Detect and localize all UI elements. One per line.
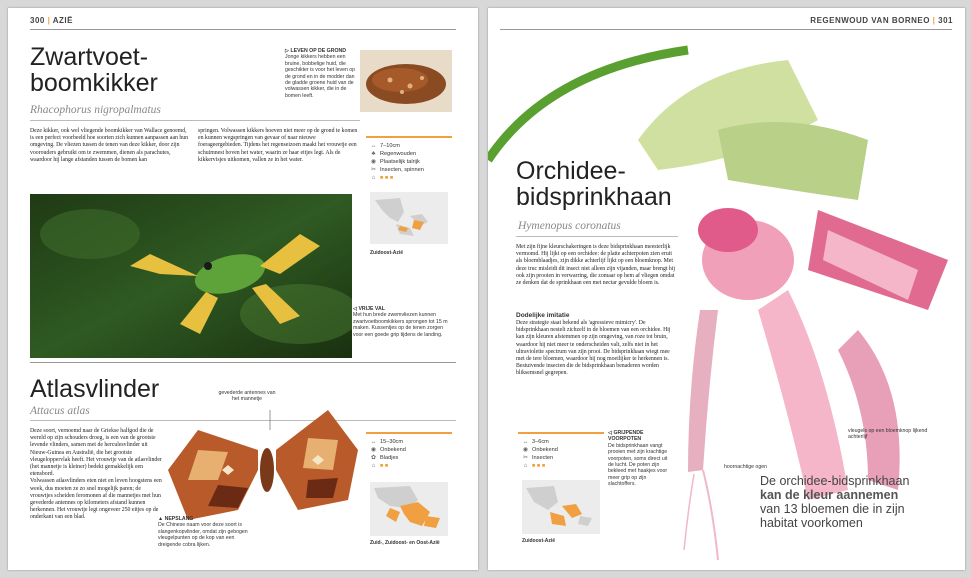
label-abdomen: vleugels op een bloemknop lijkend achterlijf	[848, 428, 928, 441]
quote-line3b: die in zijn	[852, 502, 905, 516]
moth-caption-text: De Chinese naam voor deze soort is slangenkopvlinder, omdat zijn gebogen vleugelpunten op de kop van een dreigende cobra lijken.	[158, 522, 248, 548]
page-number: 300	[30, 16, 45, 25]
mantis-caption	[608, 430, 670, 488]
inset-caption-title-text: LEVEN OP DE GROND	[290, 48, 346, 54]
section-title: AZIË	[52, 16, 73, 25]
frog-body-col2: springen. Volwassen kikkers hoeven niet meer op de grond te komen en kunnen wegspringen van gevaar of naar nieuwe foerageergebieden. Tijdens het regenseizoen maakt het vrouwtje een schuimnest boven het water, waarin ze haar eitjes legt. Als de kikkervisjes uitkomen, vallen ze in het water.	[198, 128, 358, 163]
fact-size	[522, 438, 600, 446]
fact-icons-row	[370, 174, 448, 182]
moth-caption	[158, 516, 258, 548]
mantis-caption-title: ◁ GRIJPENDE VOORPOTEN	[608, 430, 644, 443]
inset-caption	[285, 48, 357, 99]
fact-icons-row	[522, 462, 600, 470]
ruler-icon: ↔	[370, 143, 377, 149]
moth-body: Deze soort, vernoemd naar de Griekse halfgod die de wereld op zijn schouders droeg, is een van de grootste levende vlinders, samen met de herculesvlinder uit Nieuw-Guinea en Australië, die het grootste vleugeloppervlak heeft. Het vrouwtje van de atlasvlinder (het mannetje is kleiner) bedekt gemakkelijk een etensbord. Volwassen atlasvlinders eten niet en leven hoogstens een week, dus moeten ze zo snel mogelijk paren; de vrouwtjes scheiden feromonen af die mannetjes met hun gevederde antennes op kilometers afstand kunnen herkennen. Het vrouwtje legt ongeveer 250 eitjes op de onderkant van een blad.	[30, 428, 162, 521]
mantis-title	[516, 158, 672, 211]
mantis-subhead: Dodelijke imitatie	[516, 312, 570, 319]
moth-caption-title-text: NEPSLANG	[164, 516, 194, 522]
fact-status	[370, 158, 448, 166]
mantis-caption-title-text: GRIJPENDE VOORPOTEN	[608, 430, 644, 443]
section-divider	[30, 362, 456, 363]
moth-latin-name: Attacus atlas	[30, 405, 90, 417]
frog-body-col1: Deze kikker, ook wel vliegende boomkikker van Wallace genoemd, is een perfect voorbeeld hoe soorten zich kunnen aanpassen aan hun omgeving. De vliezen tussen de tenen van deze kikker, door zijn voorouders gebruikt om te zwemmen, dienen als parachutes, waardoor hij lange afstanden tussen de bomen kan	[30, 128, 189, 163]
frog-title-line1: Zwartvoet-	[30, 43, 149, 71]
quote-line2: kan de kleur aannemen	[760, 488, 899, 502]
fact-text: 7–10cm	[380, 143, 400, 149]
mantis-latin-name: Hymenopus coronatus	[518, 220, 621, 232]
ruler-icon: ↔	[522, 439, 529, 445]
fact-size	[370, 438, 448, 446]
home-icon: ⌂	[371, 175, 376, 181]
quote-line3a: van 13 bloemen	[760, 502, 849, 516]
mantis-body2: Deze strategie staat bekend als 'agressieve mimicry'. De bidsprinkhaan nestelt zichzelf in de bloemen van een orchidee. Hij kan zijn kleuren afstemmen op zijn omgeving, van roze tot bruin, waardoor hij niet meer te onderscheiden valt, zelfs niet in het ultraviolette spectrum van zijn prooi. De bidsprinkhaan wiegt mee met de tere bloemen, waardoor hij nog moeilijker te herkennen is. Bestuivende insecten die de bidsprinkhaan benaderen worden bliksemsnel gegrepen.	[516, 320, 671, 377]
fact-text: Plaatselijk talrijk	[380, 159, 420, 165]
fact-habitat	[370, 150, 448, 158]
frog-fact-box	[366, 136, 452, 262]
right-page	[488, 8, 965, 570]
frog-photo-caption-title: ◁ VRIJE VAL	[353, 306, 385, 312]
moth-range-map	[370, 482, 448, 536]
food-icon: ✂	[370, 167, 377, 173]
inset-caption-title: ▷ LEVEN OP DE GROND	[285, 48, 346, 54]
left-page	[8, 8, 478, 570]
section-title: REGENWOUD VAN BORNEO	[810, 16, 930, 25]
moth-caption-title: ▲ NEPSLANG	[158, 516, 194, 522]
moth-map-label: Zuid-, Zuidoost- en Oost-Azië	[370, 540, 440, 546]
juvenile-frog-photo	[360, 50, 452, 112]
page-number: 301	[938, 16, 953, 25]
mantis-rule	[516, 236, 678, 237]
leaf-icon: ✿	[370, 455, 377, 461]
frog-range-map	[370, 192, 448, 244]
frog-map-label: Zuidoost-Azië	[370, 250, 404, 256]
tag-icons: ■ ■ ■	[380, 175, 394, 181]
page-header-left: 300 | AZIË	[30, 16, 73, 25]
status-icon: ◉	[370, 447, 377, 453]
frog-title-line2: boomkikker	[30, 69, 158, 98]
fact-text: 3–6cm	[532, 439, 549, 445]
ruler-icon: ↔	[370, 439, 377, 445]
fact-diet	[522, 454, 600, 462]
fact-diet	[370, 166, 448, 174]
frog-photo-caption-title-text: VRIJE VAL	[358, 306, 385, 312]
frog-photo-caption-text: Met hun brede zwemvliezen kunnen zwartvoetboomkikkers sprongen tot 15 m maken. Kussentjes op de tenen zorgen voor een goede grip tijdens de landing.	[353, 312, 448, 338]
food-icon: ✂	[522, 455, 529, 461]
mantis-map-label: Zuidoost-Azië	[522, 538, 556, 544]
home-icon: ⌂	[371, 463, 376, 469]
header-rule	[30, 29, 456, 30]
quote-line1: De orchidee-bidsprinkhaan	[760, 474, 910, 488]
pull-quote	[760, 474, 960, 530]
fact-status	[370, 446, 448, 454]
tag-icons: ■ ■ ■	[532, 463, 546, 469]
mantis-title-line1: Orchidee-	[516, 157, 626, 185]
mantis-fact-box	[518, 432, 604, 550]
frog-latin-name: Rhacophorus nigropalmatus	[30, 104, 161, 116]
fact-diet	[370, 454, 448, 462]
status-icon: ◉	[370, 159, 377, 165]
fact-text: Bladjes	[380, 455, 399, 461]
frog-photo-caption	[353, 306, 453, 338]
quote-line4: habitat voorkomen	[760, 516, 863, 530]
frog-rule	[30, 120, 360, 121]
mantis-caption-text: De bidsprinkhaan vangt prooien met zijn krachtige voorpoten, soms direct uit de lucht. De poten zijn bekleed met haakjes voor meer grip op zijn slachtoffers.	[608, 442, 668, 488]
mantis-body1: Met zijn fijne kleurschakeringen is deze bidsprinkhaan meesterlijk vermomd. Hij lijkt op een orchidee: de platte achterpoten zien eruit als bloemblaadjes, zijn dikke achterlijf lijkt op een bloemknop. Met deze truc misleidt dit insect niet alleen zijn vijanden, maar brengt hij ook zijn prooien in verwarring, die zomaar op hem af vliegen omdat ze denken dat de sprinkhaan een met nectar gevulde bloem is.	[516, 244, 676, 287]
status-icon: ◉	[522, 447, 529, 453]
fact-text: Onbekend	[532, 447, 558, 453]
mantis-title-line2: bidsprinkhaan	[516, 183, 672, 212]
mantis-range-map	[522, 480, 600, 534]
fact-text: Insecten, spinnen	[380, 167, 424, 173]
flying-frog-photo	[30, 194, 352, 358]
frog-title	[30, 44, 158, 97]
moth-title: Atlasvlinder	[30, 375, 160, 403]
label-antennae: hoornachtige ogen	[724, 464, 767, 470]
fact-status	[522, 446, 600, 454]
antenna-label: gevederde antennes van het mannetje	[218, 390, 276, 403]
fact-text: Regenwouden	[380, 151, 417, 157]
tree-icon: ♣	[371, 151, 376, 157]
fact-size	[370, 142, 448, 150]
moth-fact-box	[366, 432, 452, 552]
fact-text: Insecten	[532, 455, 554, 461]
fact-text: Onbekend	[380, 447, 406, 453]
tag-icons: ■ ■	[380, 463, 389, 469]
home-icon: ⌂	[523, 463, 528, 469]
inset-caption-text: Jonge kikkers hebben een bruine, bobbelige huid, die geschikter is voor het leven op de grond en in de modder dan de gladde groene huid van de volwassen kikker, die in de bomen leeft.	[285, 54, 356, 99]
fact-icons-row	[370, 462, 448, 470]
fact-text: 15–30cm	[380, 439, 404, 445]
page-header-right: REGENWOUD VAN BORNEO | 301	[810, 16, 953, 25]
